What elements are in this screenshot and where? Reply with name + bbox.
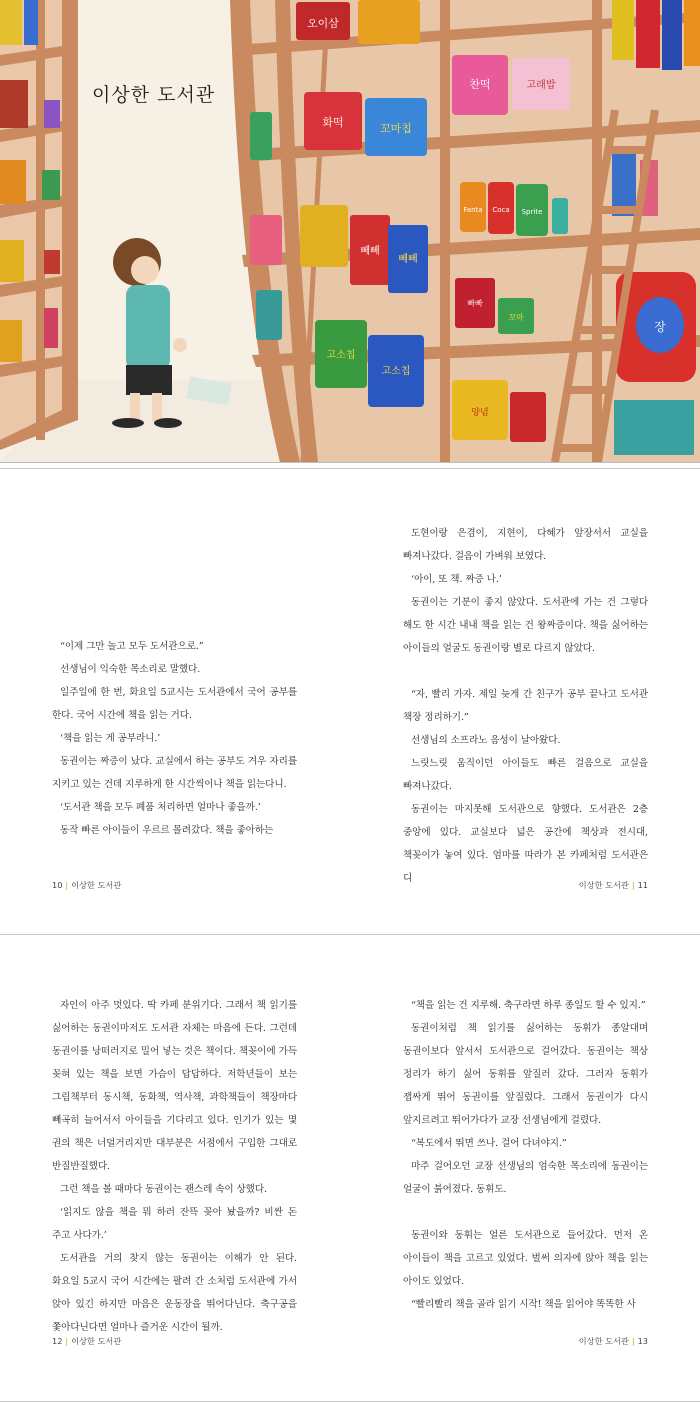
paragraph: 그런 책을 볼 때마다 동권이는 괜스레 속이 상했다. — [60, 1184, 267, 1195]
svg-text:찬떡: 찬떡 — [469, 78, 491, 91]
paragraph: “자, 빨리 가자. 제일 늦게 간 친구가 공부 끝나고 도서관 책장 정리하기.” — [403, 689, 648, 723]
book-spread-pages-12-13 — [0, 934, 700, 1402]
page-12-text — [52, 994, 297, 1339]
svg-text:양념: 양념 — [471, 408, 489, 418]
page-number-12: 12 | 이상한 도서관 — [52, 1336, 122, 1346]
paragraph: 동권이는 마지못해 도서관으로 향했다. 도서관은 2층 중앙에 있다. 교실보다 넓은 공간에 책상과 전시대, 책꽂이가 놓여 있다. 엄마를 따라가 본 카페처럼 도서관은 디 — [403, 804, 648, 884]
svg-text:꼬마칩: 꼬마칩 — [380, 122, 412, 135]
svg-text:화떡: 화떡 — [322, 116, 344, 129]
page-number-10: 10 | 이상한 도서관 — [52, 880, 122, 890]
svg-text:오이삼: 오이삼 — [307, 17, 339, 30]
paragraph: 동권이는 짜증이 났다. 교실에서 하는 공부도 겨우 자리를 지키고 있는 건데 지루하게 한 시간씩이나 책을 읽는다니. — [52, 756, 297, 790]
paragraph: 동권이처럼 책 읽기를 싫어하는 동휘가 종알대며 동권이보다 앞서서 도서관으로 걸어갔다. 동권이는 책상 정리가 하기 싫어 동휘를 앞질러 갔다. 그러자 동휘가 잽싸게 뛰어 동권이를 앞질렀다. 그래서 동권이가 다시 앞지르려고 뛰어가다가 교장 선생님에게 걸렸다. — [403, 1023, 648, 1126]
paragraph: 도현이랑 은겸이, 지현이, 다혜가 앞장서서 교실을 빠져나갔다. 걸음이 가벼워 보였다. — [403, 528, 648, 562]
paragraph: 마주 걸어오던 교장 선생님의 엄숙한 목소리에 동권이는 얼굴이 붉어졌다. 동휘도. — [403, 1161, 648, 1195]
svg-text:빼빼: 빼빼 — [360, 246, 380, 257]
page-13-text — [403, 994, 648, 1316]
svg-text:Coca: Coca — [492, 206, 510, 214]
paragraph: 선생님이 익숙한 목소리로 말했다. — [60, 664, 201, 675]
svg-text:꼬마: 꼬마 — [508, 313, 524, 322]
illustration-art — [0, 0, 700, 462]
library-illustration — [0, 0, 700, 463]
svg-text:고래밥: 고래밥 — [526, 80, 556, 91]
svg-text:빼빼: 빼빼 — [398, 254, 418, 265]
svg-text:장: 장 — [654, 320, 666, 334]
book-spread-pages-10-11 — [0, 468, 700, 935]
svg-text:Fanta: Fanta — [463, 206, 483, 214]
svg-text:빠빠: 빠빠 — [467, 299, 483, 308]
paragraph: “빨리빨리 책을 골라 읽기 시작! 책을 읽어야 똑똑한 사 — [411, 1299, 636, 1310]
page-title: 이상한 도서관 — [92, 84, 216, 106]
paragraph: 동작 빠른 아이들이 우르르 몰려갔다. 책을 좋아하는 — [60, 825, 274, 836]
paragraph: 동권이와 동휘는 얼른 도서관으로 들어갔다. 먼저 온 아이들이 책을 고르고 있었다. 벌써 의자에 앉아 책을 읽는 아이도 있었다. — [403, 1230, 648, 1287]
svg-text:고소칩: 고소칩 — [381, 366, 411, 377]
page-number-11: 이상한 도서관 | 11 — [578, 880, 648, 890]
paragraph: ‘아이, 또 책. 짜증 나.’ — [411, 574, 502, 585]
paragraph: 선생님의 소프라노 음성이 날아왔다. — [411, 735, 561, 746]
paragraph: “복도에서 뛰면 쓰나. 걸어 다녀야지.” — [411, 1138, 567, 1149]
page-11-text — [403, 522, 648, 890]
paragraph: 자인이 아주 멋있다. 딱 카페 분위기다. 그래서 책 읽기를 싫어하는 동권이마저도 도서관 자체는 마음에 든다. 그런데 동권이를 낭떠러지로 밀어 넣는 것은 책이다. 책꽂이에 가득 꽂혀 있는 책을 보면 가슴이 답답하다. 저학년들이 보는 그림책부터 동시책, 동화책, 역사책, 과학책들이 책장마다 빼곡히 늘어서서 아이들을 기다리고 있다. 인기가 있는 몇 권의 책은 너덜거리지만 대부분은 서점에서 구입한 그대로 반질반질했다. — [52, 1000, 297, 1172]
paragraph: ‘책을 읽는 게 공부라니.’ — [60, 733, 161, 744]
page-10-text — [52, 635, 297, 842]
svg-text:고소칩: 고소칩 — [326, 350, 356, 361]
page-number-13: 이상한 도서관 | 13 — [578, 1336, 648, 1346]
paragraph: ‘읽지도 않을 책을 뭐 하러 잔뜩 꽂아 놨을까? 비싼 돈 주고 사다가.’ — [52, 1207, 297, 1241]
paragraph: “이제 그만 놀고 모두 도서관으로.” — [60, 641, 204, 652]
paragraph: 느릿느릿 움직이던 아이들도 빠른 걸음으로 교실을 빠져나갔다. — [403, 758, 648, 792]
svg-text:Sprite: Sprite — [521, 208, 543, 216]
paragraph: 도서관을 거의 찾지 않는 동권이는 이해가 안 된다. 화요일 5교시 국어 시간에는 팔려 간 소처럼 도서관에 가서 앉아 있긴 하지만 마음은 운동장을 뛰어다닌다. 축구공을 쫓아다닌다면 얼마나 즐거운 시간이 될까. — [52, 1253, 297, 1333]
paragraph: ‘도서관 책을 모두 폐품 처리하면 얼마나 좋을까.’ — [60, 802, 261, 813]
paragraph: 동권이는 기분이 좋지 않았다. 도서관에 가는 건 그렇다 해도 한 시간 내내 책을 읽는 건 왕짜증이다. 책을 싫어하는 아이들의 얼굴도 동권이랑 별로 다르지 않았다. — [403, 597, 648, 654]
left-bookshelf — [0, 0, 78, 450]
paragraph: “책을 읽는 건 지루해. 축구라면 하루 종일도 할 수 있지.” — [411, 1000, 646, 1011]
paragraph: 일주일에 한 번, 화요일 5교시는 도서관에서 국어 공부를 한다. 국어 시간에 책을 읽는 거다. — [52, 687, 297, 721]
